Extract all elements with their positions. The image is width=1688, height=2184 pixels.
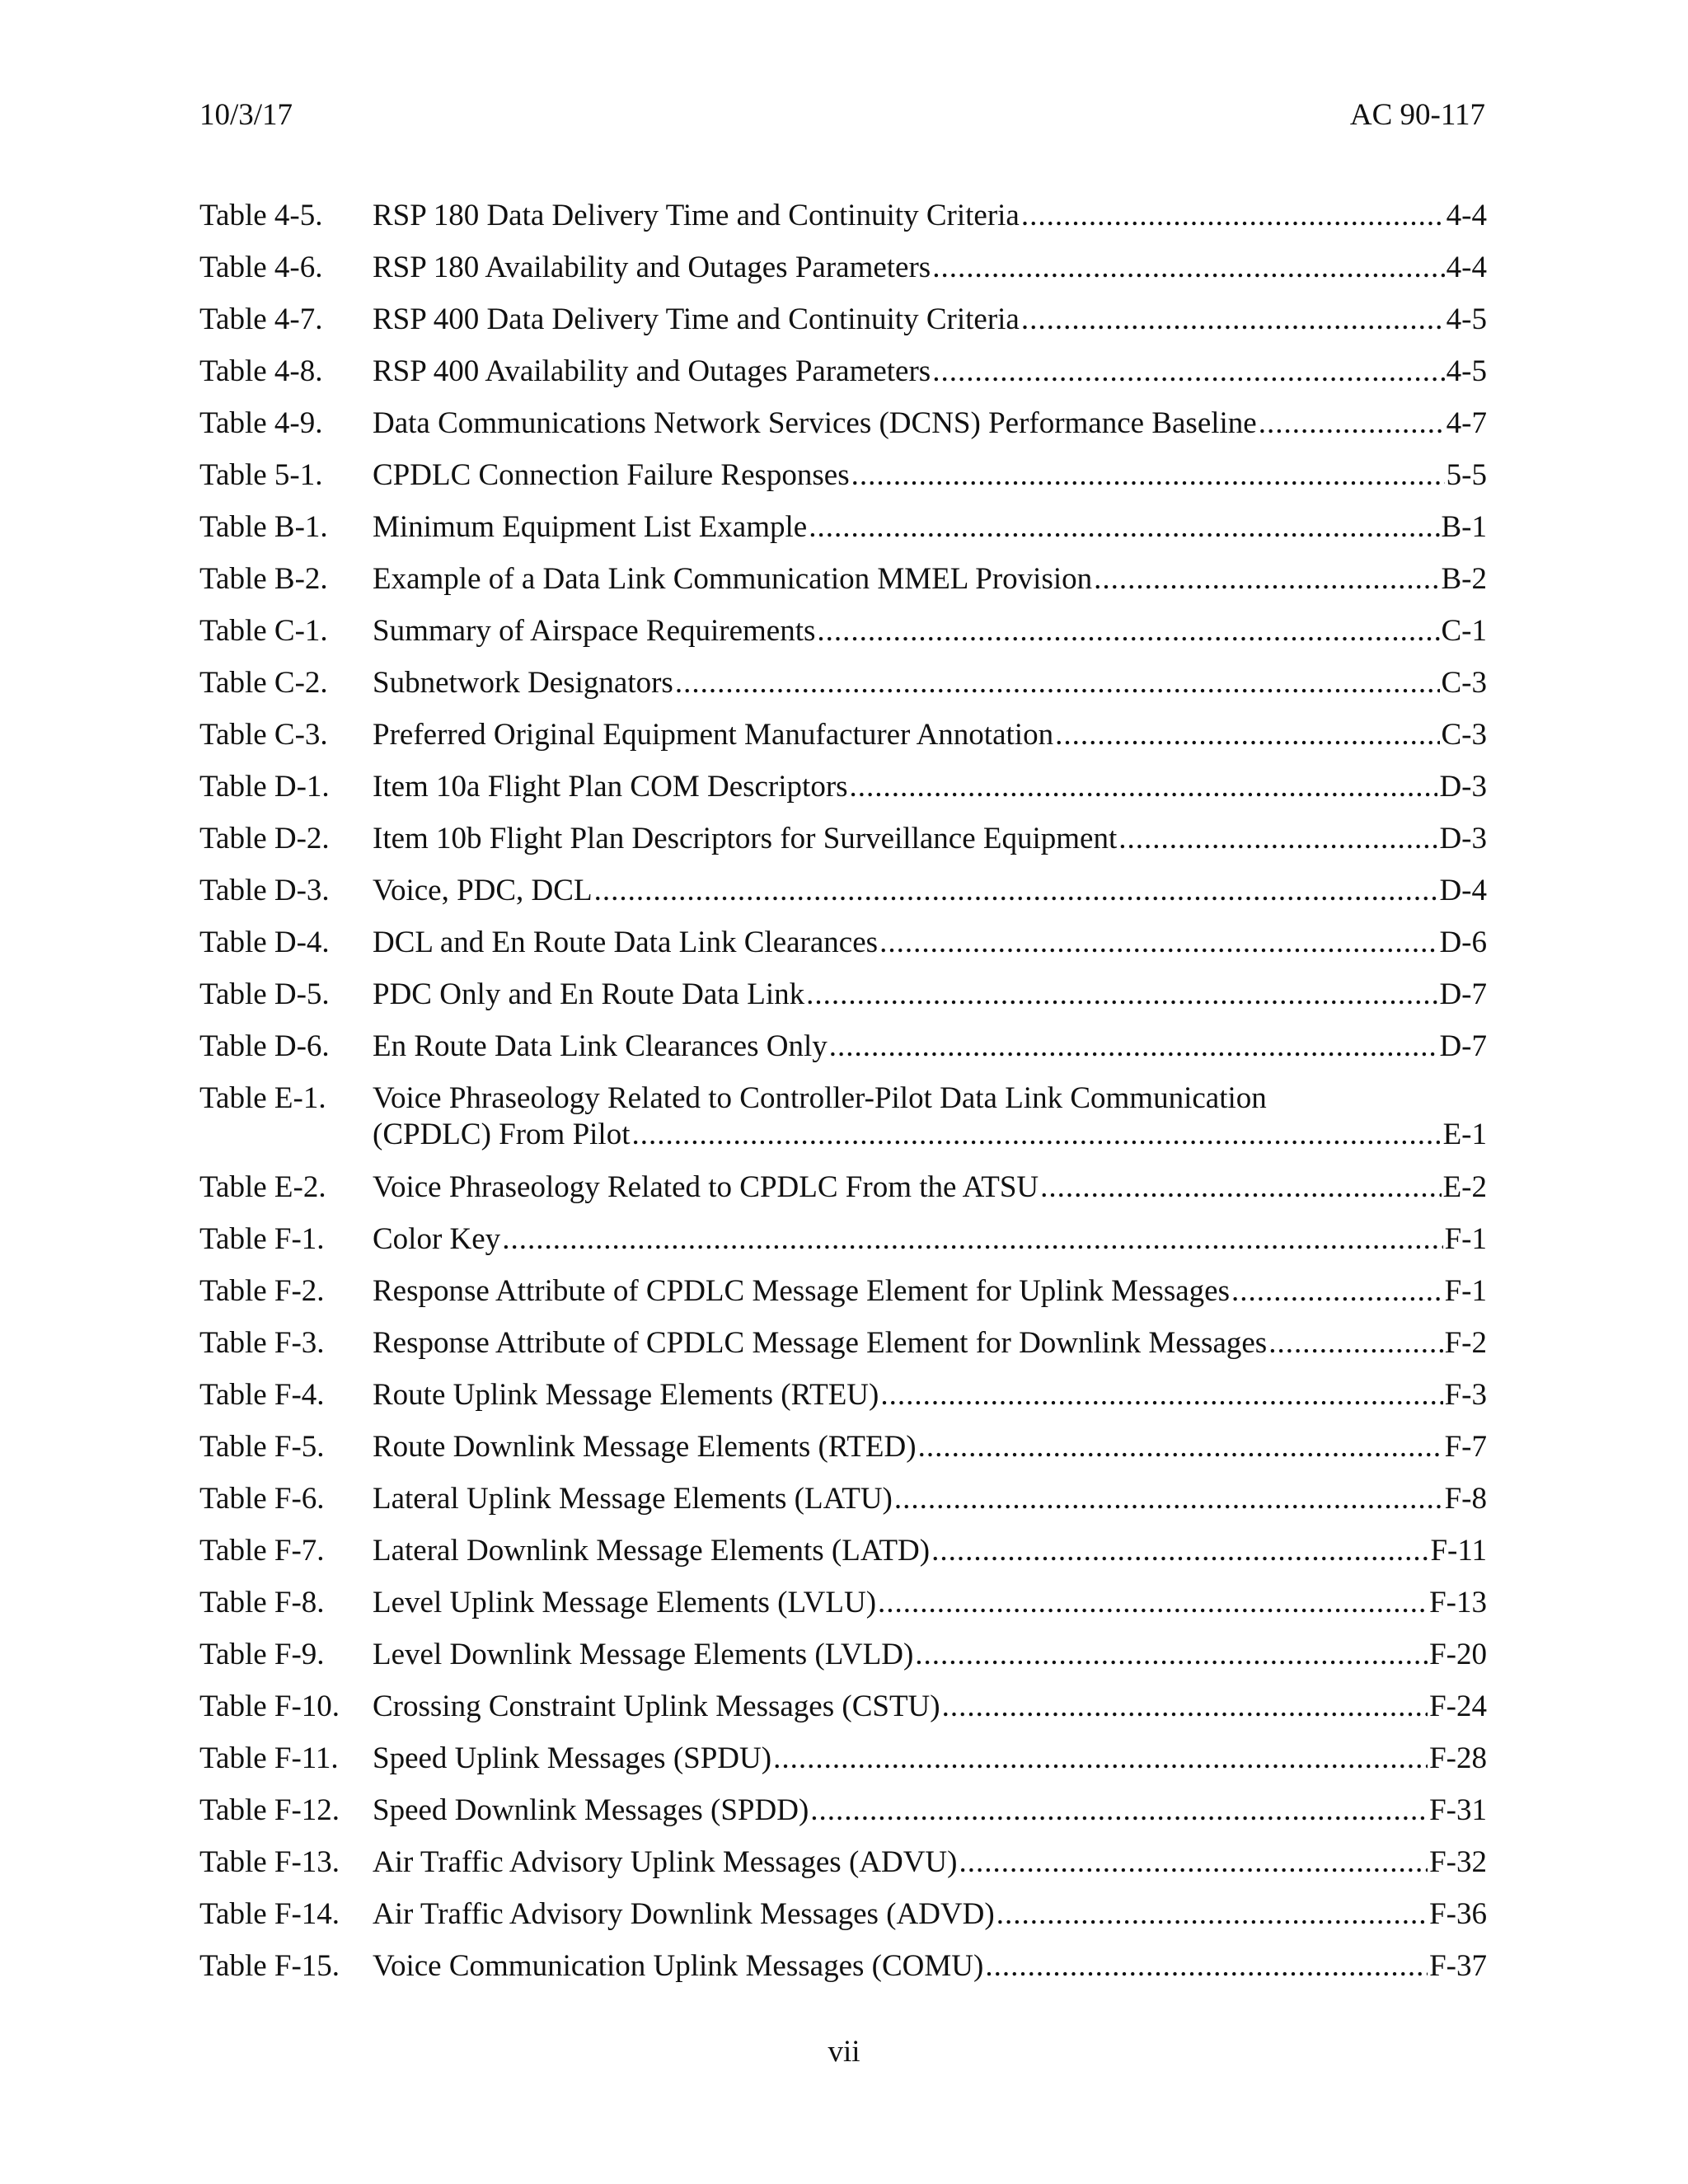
toc-entry-number: Table D-5. [199,977,330,1011]
toc-entry-page: F-28 [1429,1741,1487,1775]
toc-entry[interactable] [199,302,1487,354]
toc-entry-body [373,198,1487,234]
toc-entry[interactable] [199,354,1487,405]
toc-entry-number: Table F-10. [199,1690,340,1723]
toc-entry-title: Response Attribute of CPDLC Message Element for Uplink Messages [373,1274,1230,1308]
toc-entry-number: Table D-6. [199,1029,330,1063]
dot-leader [931,1533,1428,1569]
toc-entry[interactable] [199,457,1487,509]
toc-entry-number: Table C-3. [199,718,328,752]
dot-leader [829,1029,1438,1065]
toc-entry[interactable] [199,1844,1487,1896]
toc-entry-page: D-3 [1439,822,1487,855]
toc-entry[interactable] [199,1533,1487,1585]
dot-leader [810,1793,1428,1829]
toc-entry-line [373,1273,1487,1310]
toc-entry[interactable] [199,873,1487,925]
toc-entry-body [373,405,1487,442]
toc-entry-title: Voice, PDC, DCL [373,874,593,907]
toc-entry-number: Table F-14. [199,1897,340,1931]
toc-entry[interactable] [199,1948,1487,2000]
toc-entry-body [373,665,1487,701]
toc-entry-line [373,1221,1487,1258]
toc-entry-number: Table F-4. [199,1378,325,1412]
toc-entry-title: Response Attribute of CPDLC Message Element for Downlink Messages [373,1326,1268,1360]
header-doc-id: AC 90-117 [1349,98,1485,132]
toc-entry-page: 4-4 [1446,251,1487,284]
toc-entry-page: 4-7 [1446,406,1487,440]
toc-entry-number: Table C-1. [199,614,328,648]
toc-entry-body [373,925,1487,961]
toc-entry-number: Table C-2. [199,666,328,700]
toc-entry-page: F-36 [1429,1897,1487,1931]
dot-leader [594,873,1438,909]
toc-entry-body [373,1325,1487,1361]
toc-entry-number: Table 4-6. [199,251,323,284]
toc-entry-body [373,1637,1487,1673]
dot-leader [1040,1169,1441,1206]
toc-entry-page: F-11 [1430,1534,1487,1568]
toc-entry-line [373,873,1487,909]
toc-entry-line [373,1637,1487,1673]
toc-entry-number: Table F-5. [199,1430,325,1464]
toc-entry[interactable] [199,717,1487,769]
dot-leader [632,1117,1442,1153]
list-of-tables [199,198,1487,2000]
toc-entry-title: Route Uplink Message Elements (RTEU) [373,1378,879,1412]
toc-entry[interactable] [199,250,1487,302]
toc-entry-title: Example of a Data Link Communication MMEL Provision [373,562,1093,596]
page-number: vii [828,2035,860,2069]
dot-leader [894,1481,1443,1517]
toc-entry-body [373,457,1487,494]
toc-entry-number: Table F-15. [199,1949,340,1983]
toc-entry-title: Lateral Uplink Message Elements (LATU) [373,1482,893,1516]
toc-entry-title: Subnetwork Designators [373,666,673,700]
toc-entry-line [373,1793,1487,1829]
dot-leader [878,1585,1428,1621]
toc-entry-line [373,613,1487,649]
dot-leader [996,1896,1428,1933]
toc-entry-title: RSP 400 Data Delivery Time and Continuity Criteria [373,302,1020,336]
dot-leader [1094,561,1439,598]
toc-entry[interactable] [199,1169,1487,1221]
toc-entry-line [373,1117,1487,1153]
toc-entry-line [373,717,1487,753]
toc-entry-line [373,1377,1487,1413]
toc-entry-title: En Route Data Link Clearances Only [373,1029,828,1063]
dot-leader [959,1844,1428,1881]
toc-entry[interactable] [199,613,1487,665]
toc-entry-title: Color Key [373,1222,501,1256]
toc-entry-body [373,1029,1487,1065]
toc-entry-page: F-20 [1429,1638,1487,1671]
toc-entry-page: F-1 [1444,1274,1487,1308]
toc-entry-body [373,509,1487,546]
toc-entry[interactable] [199,665,1487,717]
toc-entry-number: Table B-2. [199,562,328,596]
toc-entry-body [373,561,1487,598]
toc-entry-page: D-4 [1439,874,1487,907]
toc-entry[interactable] [199,769,1487,821]
toc-entry-body [373,1896,1487,1933]
toc-entry-number: Table F-2. [199,1274,325,1308]
toc-entry[interactable] [199,821,1487,873]
toc-entry-page: B-2 [1441,562,1487,596]
toc-entry-line [373,198,1487,234]
toc-entry[interactable] [199,405,1487,457]
dot-leader [918,1429,1443,1465]
toc-entry[interactable] [199,1080,1487,1169]
toc-entry-line [373,769,1487,805]
toc-entry-number: Table F-1. [199,1222,325,1256]
toc-entry-page: D-3 [1439,770,1487,804]
toc-entry-number: Table 4-9. [199,406,323,440]
toc-entry-title: Data Communications Network Services (DCNS) Performance Baseline [373,406,1257,440]
toc-entry-line [373,509,1487,546]
toc-entry-page: C-3 [1441,718,1487,752]
toc-entry-line [373,665,1487,701]
toc-entry-number: Table F-6. [199,1482,325,1516]
toc-entry-line [373,250,1487,286]
toc-entry-title: Speed Downlink Messages (SPDD) [373,1793,809,1827]
toc-entry[interactable] [199,1429,1487,1481]
toc-entry-number: Table F-8. [199,1586,325,1619]
toc-entry[interactable] [199,1741,1487,1793]
toc-entry-page: 4-5 [1446,302,1487,336]
toc-entry-line [373,354,1487,390]
toc-entry-number: Table D-4. [199,926,330,959]
toc-entry-number: Table 4-5. [199,199,323,232]
toc-entry-number: Table 5-1. [199,458,323,492]
toc-entry-line [373,1585,1487,1621]
toc-entry-page: 4-4 [1446,199,1487,232]
toc-entry-page: F-13 [1429,1586,1487,1619]
toc-entry-page: E-2 [1442,1170,1487,1204]
toc-entry-title-line1: Voice Phraseology Related to Controller-Pilot Data Link Communication [373,1081,1267,1115]
dot-leader [773,1741,1428,1777]
dot-leader [915,1637,1428,1673]
dot-leader [985,1948,1428,1985]
toc-entry-line [373,925,1487,961]
toc-entry-page: F-1 [1444,1222,1487,1256]
toc-entry-body [373,873,1487,909]
toc-entry-number: Table B-1. [199,510,328,544]
dot-leader [932,250,1444,286]
toc-entry-page: F-7 [1444,1430,1487,1464]
toc-entry-title: RSP 400 Availability and Outages Parameters [373,354,931,388]
toc-entry-number: Table D-2. [199,822,330,855]
toc-entry-body [373,1221,1487,1258]
toc-entry-number: Table 4-7. [199,302,323,336]
toc-entry-number: Table F-13. [199,1845,340,1879]
toc-entry-number: Table E-1. [199,1081,326,1115]
toc-entry-number: Table F-11. [199,1741,339,1775]
toc-entry-title: Speed Uplink Messages (SPDU) [373,1741,772,1775]
toc-entry[interactable] [199,1221,1487,1273]
dot-leader [1118,821,1437,857]
toc-entry-body [373,302,1487,338]
dot-leader [932,354,1444,390]
toc-entry[interactable] [199,198,1487,250]
toc-entry[interactable] [199,1377,1487,1429]
dot-leader [1259,405,1445,442]
toc-entry-number: Table F-3. [199,1326,325,1360]
toc-entry-body [373,977,1487,1013]
toc-entry-title: Summary of Airspace Requirements [373,614,816,648]
toc-entry-page: F-32 [1429,1845,1487,1879]
toc-entry-line [373,1429,1487,1465]
toc-entry-body [373,1080,1487,1153]
toc-entry-title: Item 10b Flight Plan Descriptors for Surveillance Equipment [373,822,1118,855]
dot-leader [1268,1325,1442,1361]
toc-entry-number: Table F-12. [199,1793,340,1827]
toc-entry-line [373,1029,1487,1065]
toc-entry-line [373,977,1487,1013]
dot-leader [1231,1273,1443,1310]
toc-entry-page: F-31 [1429,1793,1487,1827]
toc-entry-title: Level Uplink Message Elements (LVLU) [373,1586,877,1619]
toc-entry[interactable] [199,1029,1487,1080]
dot-leader [1021,302,1445,338]
toc-entry-body [373,821,1487,857]
toc-entry-body [373,613,1487,649]
toc-entry-title: Air Traffic Advisory Downlink Messages (ADVD) [373,1897,995,1931]
toc-entry-title: Level Downlink Message Elements (LVLD) [373,1638,914,1671]
toc-entry-line [373,821,1487,857]
toc-entry-line [373,1325,1487,1361]
toc-entry-body [373,1689,1487,1725]
toc-entry[interactable] [199,925,1487,977]
toc-entry-title: Item 10a Flight Plan COM Descriptors [373,770,848,804]
toc-entry-page: F-3 [1444,1378,1487,1412]
toc-entry-line [373,457,1487,494]
toc-entry-number: Table F-9. [199,1638,325,1671]
toc-entry-page: D-6 [1439,926,1487,959]
dot-leader [817,613,1439,649]
toc-entry[interactable] [199,1896,1487,1948]
toc-entry-page: F-2 [1444,1326,1487,1360]
toc-entry-body [373,1273,1487,1310]
toc-entry-body [373,354,1487,390]
dot-leader [880,1377,1442,1413]
toc-entry-title: Air Traffic Advisory Uplink Messages (ADVU) [373,1845,958,1879]
toc-entry-body [373,1844,1487,1881]
toc-entry-number: Table E-2. [199,1170,326,1204]
toc-entry-line [373,302,1487,338]
toc-entry-line [373,1948,1487,1985]
toc-entry[interactable] [199,561,1487,613]
toc-entry-body [373,1169,1487,1206]
dot-leader [1055,717,1439,753]
toc-entry-body [373,1533,1487,1569]
toc-entry[interactable] [199,1689,1487,1741]
toc-entry-title: Voice Phraseology Related to CPDLC From the ATSU [373,1170,1039,1204]
toc-entry[interactable] [199,1481,1487,1533]
toc-entry-title: Voice Communication Uplink Messages (COMU) [373,1949,984,1983]
toc-entry[interactable] [199,1585,1487,1637]
toc-entry-page: D-7 [1439,977,1487,1011]
toc-entry-page: F-8 [1444,1482,1487,1516]
toc-entry-number: Table D-1. [199,770,330,804]
toc-entry-line [373,405,1487,442]
toc-entry[interactable] [199,509,1487,561]
dot-leader [809,509,1439,546]
toc-entry[interactable] [199,977,1487,1029]
toc-entry-number: Table 4-8. [199,354,323,388]
toc-entry-body [373,250,1487,286]
toc-entry[interactable] [199,1637,1487,1689]
toc-entry-title: Route Downlink Message Elements (RTED) [373,1430,917,1464]
toc-entry-page: C-1 [1441,614,1487,648]
toc-entry-number: Table D-3. [199,874,330,907]
toc-entry-page: 5-5 [1446,458,1487,492]
toc-entry-line [373,1481,1487,1517]
toc-entry-line [373,561,1487,598]
toc-entry-line [373,1169,1487,1206]
toc-entry-page: E-1 [1442,1118,1487,1151]
dot-leader [942,1689,1428,1725]
toc-entry-body [373,1948,1487,1985]
toc-entry-line [373,1689,1487,1725]
toc-entry[interactable] [199,1325,1487,1377]
dot-leader [879,925,1437,961]
toc-entry-line [373,1844,1487,1881]
toc-entry-title: Lateral Downlink Message Elements (LATD) [373,1534,931,1568]
toc-entry[interactable] [199,1273,1487,1325]
toc-entry-title: (CPDLC) From Pilot [373,1118,631,1151]
toc-entry-body [373,1429,1487,1465]
dot-leader [806,977,1437,1013]
dot-leader [502,1221,1442,1258]
toc-entry-body [373,1481,1487,1517]
toc-entry-title: Crossing Constraint Uplink Messages (CSTU) [373,1690,940,1723]
toc-entry-line [373,1533,1487,1569]
dot-leader [851,457,1445,494]
toc-entry-title: DCL and En Route Data Link Clearances [373,926,879,959]
toc-entry-body [373,717,1487,753]
toc-entry-page: D-7 [1439,1029,1487,1063]
toc-entry-body [373,1585,1487,1621]
toc-entry-title: CPDLC Connection Failure Responses [373,458,850,492]
toc-entry-line [373,1741,1487,1777]
header-date: 10/3/17 [199,98,293,132]
toc-entry-page: B-1 [1441,510,1487,544]
toc-entry-title: PDC Only and En Route Data Link [373,977,805,1011]
toc-entry-body [373,1741,1487,1777]
dot-leader [675,665,1440,701]
toc-entry-page: 4-5 [1446,354,1487,388]
dot-leader [1021,198,1445,234]
toc-entry-body [373,1377,1487,1413]
toc-entry-number: Table F-7. [199,1534,325,1568]
toc-entry-title: Preferred Original Equipment Manufacturer Annotation [373,718,1054,752]
toc-entry-title: RSP 180 Data Delivery Time and Continuity Criteria [373,199,1020,232]
toc-entry-line [373,1896,1487,1933]
toc-entry[interactable] [199,1793,1487,1844]
toc-entry-page: F-24 [1429,1690,1487,1723]
toc-entry-title: Minimum Equipment List Example [373,510,808,544]
toc-entry-page: F-37 [1429,1949,1487,1983]
toc-entry-page: C-3 [1441,666,1487,700]
toc-entry-body [373,769,1487,805]
toc-entry-title: RSP 180 Availability and Outages Parameters [373,251,931,284]
dot-leader [850,769,1438,805]
toc-entry-body [373,1793,1487,1829]
